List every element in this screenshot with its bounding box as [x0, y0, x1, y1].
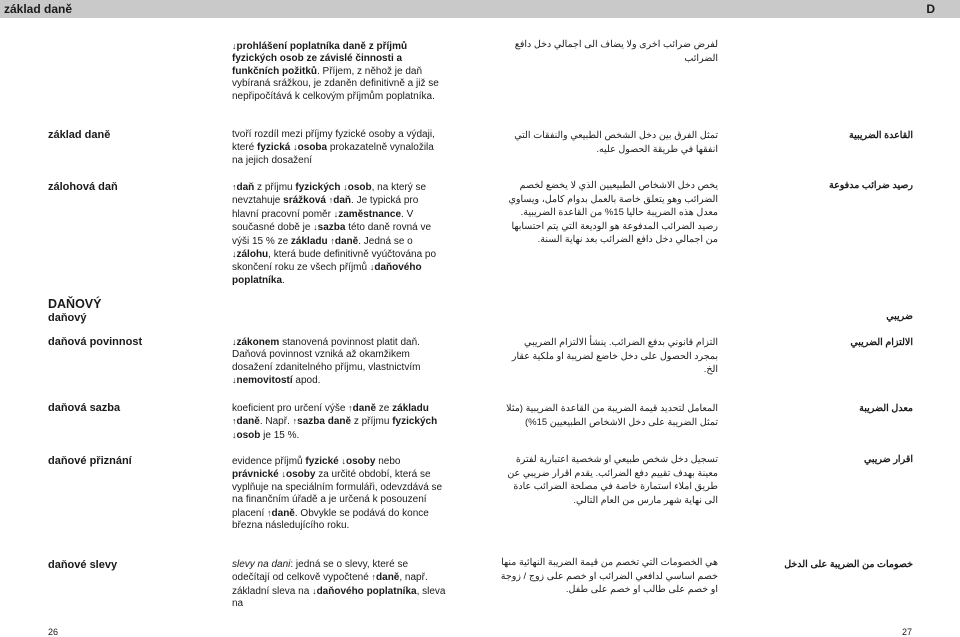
term-zaklad-dane: základ daně	[48, 129, 111, 141]
arabic-term-zaklad-dane: القاعدة الضريبية	[849, 130, 913, 141]
term-danove-priznani: daňové přiznání	[48, 455, 132, 467]
definition-danova-povinnost: ↓ zákonem stanovená povinnost platit daň. Daňová povinnost vzniká až okamžikem dosažení zdanitelného příjmu, vlastnictvím ↓ nemovitostí apod.	[232, 336, 447, 388]
term-danova-povinnost: daňová povinnost	[48, 336, 143, 348]
arabic-definition-zaklad-dane: تمثل الفرق بين دخل الشخص الطبيعي والنفقات التي انفقها في طريقة الحصول عليه.	[514, 130, 718, 155]
section-title-upper: DAŇOVÝ	[48, 297, 102, 311]
top-cz-text: ↓ prohlášení poplatníka daně z příjmů fyzických osob ze závislé činnosti a funkčních požitků. Příjem, z něhož je daň vybíraná srážkou, je zdaněn definitivně a již se nepřipočítává k celkovým příjmům poplatníka.	[232, 40, 447, 103]
definition-zalohova-dan: ↑ daň z příjmu fyzických ↓ osob, na který se nevztahuje srážková ↑ daň. Je typická pro hlavní pracovní poměr ↓ zaměstnance. V současné době je ↓ sazba této daně rovná ve výši 15 % ze základu ↑ daně. Jedná se o ↓ zálohu, která bude definitivně vyúčtována po skončení roku ze všech příjmů ↓ daňového poplatníka.	[232, 181, 447, 287]
arabic-term-zalohova-dan: رصيد ضرائب مدفوعة	[829, 180, 913, 191]
arabic-term-danove-priznani: اقرار ضريبي	[863, 454, 913, 465]
arabic-definition-danova-povinnost: التزام قانوني بدفع الضرائب. ينشأ الالتزام الضريبي بمجرد الحصول على دخل خاضع لضريبة او ملكية عقار الخ.	[511, 337, 718, 375]
section-title	[48, 297, 101, 325]
section-title-lower: daňový	[48, 312, 87, 324]
arabic-definition-danove-priznani: تسجيل دخل شخص طبيعي او شخصية اعتبارية لفترة معينة بهدف تقييم دفع الضرائب. يقدم اقرار ضريبي عن طريق املاء استمارة خاصة في مصلحة الضرائب عادة الى نهاية شهر مارس من العام التالي.	[507, 454, 718, 506]
section-arabic-title: ضريبي	[886, 311, 913, 322]
definition-danove-priznani: evidence příjmů fyzické ↓ osoby nebo právnické ↓ osoby za určité období, která se vyplňuje na speciálním formuláři, odevzdává se na finančním úřadě a je určená k posouzení placení ↑ daně. Obvykle se podává do konce března následujícího roku.	[232, 455, 447, 532]
definition-danova-sazba: koeficient pro určení výše ↑ daně ze základu ↑ daně. Např. ↑ sazba daně z příjmu fyzických ↓ osob je 15 %.	[232, 402, 447, 442]
arabic-term-danove-slevy: خصومات من الضريبة على الدخل	[784, 559, 913, 570]
arabic-definition-zalohova-dan: يخص دخل الاشخاص الطبيعيين الذي لا يخضع لخصم الضرائب وهو يتعلق خاصة بالعمل بدوام كامل، ويساوي معدل هذه الضريبة حاليا 15% من القاعدة الضريبية. رصيد الضرائب المدفوعة هو الوديعة التي يتم احتسابها من اجمالي دخل دافع الضرائب بعد نهاية السنة.	[508, 180, 718, 245]
definition-zaklad-dane: tvoří rozdíl mezi příjmy fyzické osoby a výdaji, které fyzická ↓ osoba prokazatelně vynaložila na jejich dosažení	[232, 129, 447, 167]
definition-danove-slevy: slevy na dani: jedná se o slevy, které se odečítají od celkově vypočtené ↑ daně, např. základní sleva na ↓ daňového poplatníka, sleva na	[232, 559, 447, 611]
page-number-right: 27	[901, 627, 912, 637]
term-zalohova-dan: zálohová daň	[48, 181, 118, 193]
header-bar	[0, 0, 960, 18]
top-ar-text: لفرض ضرائب اخرى ولا يضاف الى اجمالي دخل دافع الضرائب	[514, 39, 718, 64]
header-letter: D	[926, 2, 935, 16]
arabic-definition-danova-sazba: المعامل لتحديد قيمة الضريبة من القاعدة الضريبية (مثلا تمثل الضريبة على دخل الاشخاص الطبيعيين 15%)	[506, 403, 718, 428]
header-title: základ daně	[4, 2, 73, 16]
arabic-definition-danove-slevy: هي الخصومات التي تخصم من قيمة الضريبة النهائية منها خصم اساسي لدافعي الضرائب او خصم على زوج / زوجة او خصم على طالب او خصم على طفل.	[500, 557, 718, 595]
page-number-left: 26	[48, 627, 59, 637]
term-danova-sazba: daňová sazba	[48, 402, 121, 414]
arabic-term-danova-povinnost: الالتزام الضريبي	[850, 337, 913, 348]
term-danove-slevy: daňové slevy	[48, 559, 118, 571]
arabic-term-danova-sazba: معدل الضريبة	[859, 403, 913, 414]
